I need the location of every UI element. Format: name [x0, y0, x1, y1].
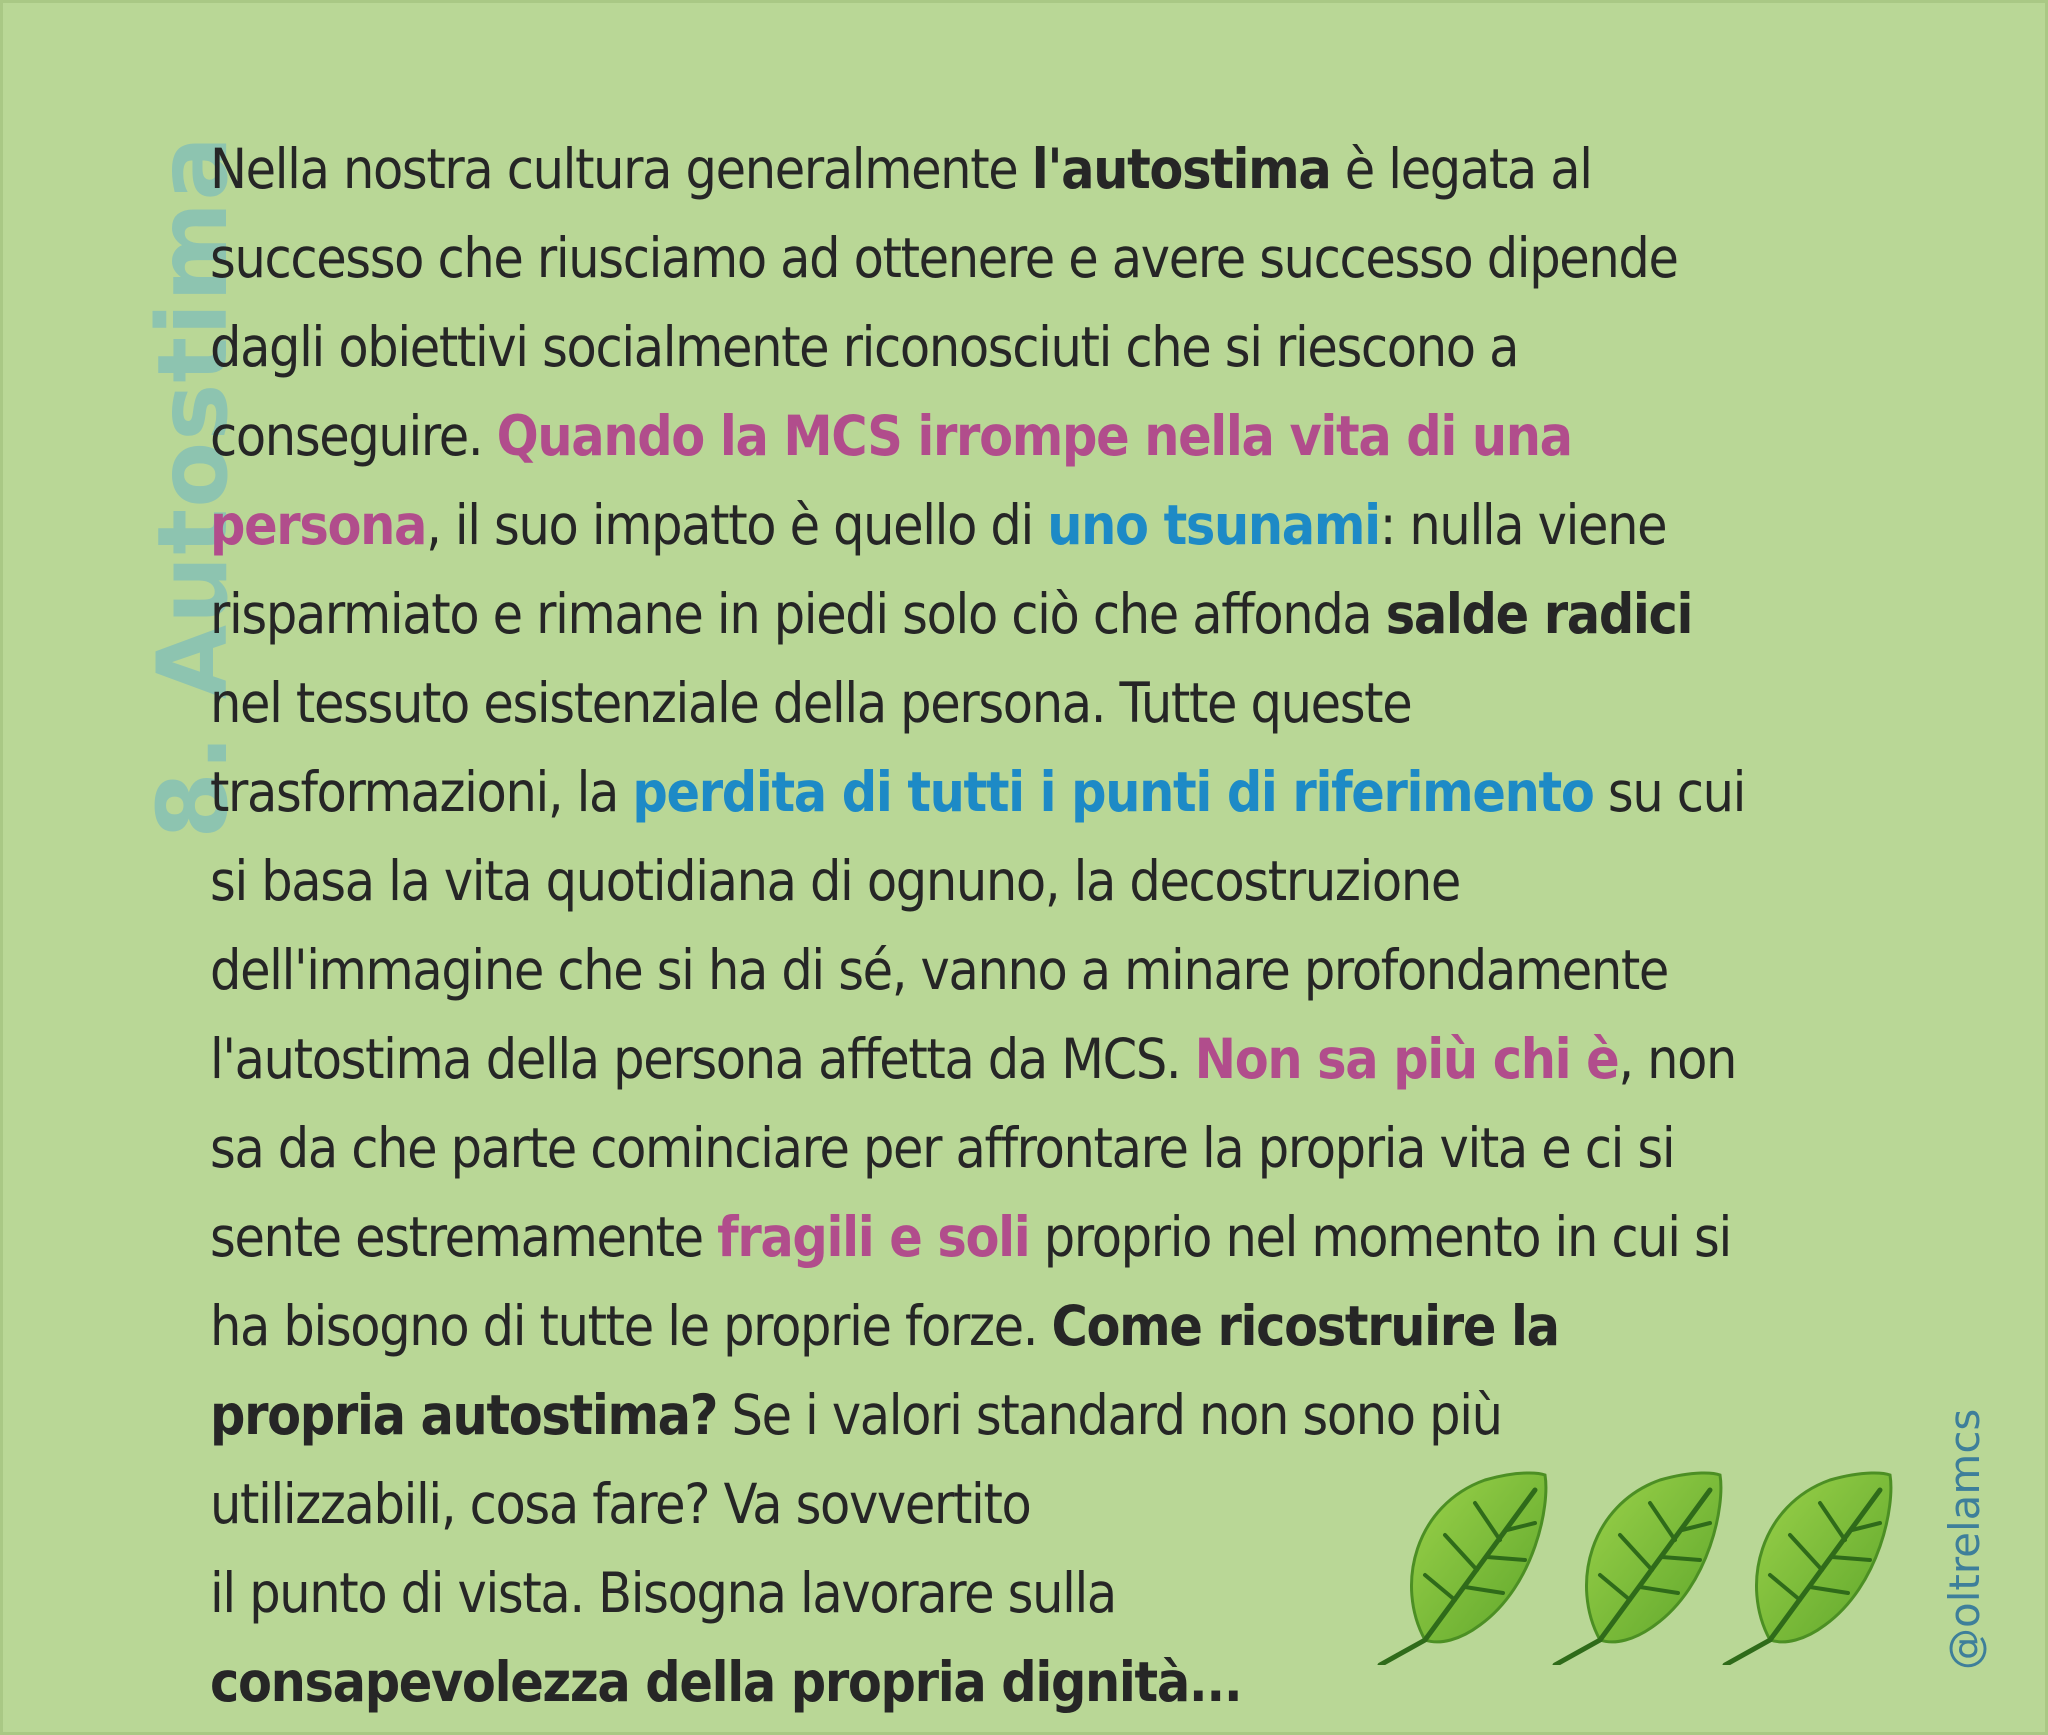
- text-run: si basa la vita quotidiana di ognuno, la decostruzione: [210, 849, 1460, 913]
- section-title: 8. Autostima: [137, 135, 249, 839]
- text-line: [210, 837, 1821, 926]
- text-line: [210, 1104, 1821, 1193]
- text-run: proprio nel momento in cui si: [1029, 1205, 1731, 1269]
- text-run: il punto di vista. Bisogna lavorare sulla: [210, 1561, 1116, 1625]
- bold-phrase: l'autostima: [1031, 137, 1331, 201]
- text-line: [210, 1371, 1821, 1460]
- text-run: dell'immagine che si ha di sé, vanno a minare profondamente: [210, 938, 1669, 1002]
- text-line: [210, 748, 1821, 837]
- highlighted-phrase: fragili e soli: [717, 1205, 1030, 1269]
- text-run: : nulla viene: [1379, 493, 1667, 557]
- text-line: [210, 1015, 1821, 1104]
- leaf-icon: [1555, 1473, 1721, 1665]
- text-line: [210, 125, 1821, 214]
- text-run: l'autostima della persona affetta da MCS.: [210, 1027, 1195, 1091]
- text-run: conseguire.: [210, 404, 497, 468]
- text-run: ha bisogno di tutte le proprie forze.: [210, 1294, 1052, 1358]
- text-line: [210, 392, 1821, 481]
- social-handle: @oltrelamcs: [1940, 1408, 1989, 1670]
- highlighted-phrase: Non sa più chi è: [1194, 1027, 1619, 1091]
- text-run: risparmiato e rimane in piedi solo ciò che affonda: [210, 582, 1386, 646]
- text-run: nel tessuto esistenziale della persona. Tutte queste: [210, 671, 1412, 735]
- text-line: [210, 1282, 1821, 1371]
- text-run: , non: [1618, 1027, 1737, 1091]
- bold-phrase: salde radici: [1385, 582, 1693, 646]
- text-run: , il suo impatto è quello di: [426, 493, 1048, 557]
- text-line: [210, 926, 1821, 1015]
- text-line: [210, 214, 1821, 303]
- text-run: successo che riusciamo ad ottenere e avere successo dipende: [210, 226, 1678, 290]
- highlighted-phrase: persona: [210, 493, 427, 557]
- text-run: sente estremamente: [210, 1205, 718, 1269]
- highlighted-phrase: perdita di tutti i punti di riferimento: [632, 760, 1594, 824]
- highlighted-phrase: Quando la MCS irrompe nella vita di una: [496, 404, 1572, 468]
- leaf-icon: [1725, 1473, 1891, 1665]
- text-run: Nella nostra cultura generalmente: [210, 137, 1032, 201]
- text-run: sa da che parte cominciare per affrontare la propria vita e ci si: [210, 1116, 1675, 1180]
- bold-phrase: consapevolezza della propria dignità...: [210, 1650, 1242, 1714]
- text-run: Se i valori standard non sono più: [717, 1383, 1502, 1447]
- leaves-decoration: [1375, 1465, 1905, 1665]
- text-line: [210, 659, 1821, 748]
- bold-phrase: propria autostima?: [210, 1383, 718, 1447]
- text-line: [210, 481, 1821, 570]
- leaf-icon: [1380, 1473, 1546, 1665]
- text-run: trasformazioni, la: [210, 760, 633, 824]
- text-run: su cui: [1593, 760, 1746, 824]
- text-run: è legata al: [1330, 137, 1592, 201]
- bold-phrase: Come ricostruire la: [1051, 1294, 1559, 1358]
- text-run: dagli obiettivi socialmente riconosciuti che si riescono a: [210, 315, 1519, 379]
- highlighted-phrase: uno tsunami: [1047, 493, 1380, 557]
- text-line: [210, 570, 1821, 659]
- text-line: [210, 303, 1821, 392]
- text-run: utilizzabili, cosa fare? Va sovvertito: [210, 1472, 1031, 1536]
- text-line: [210, 1193, 1821, 1282]
